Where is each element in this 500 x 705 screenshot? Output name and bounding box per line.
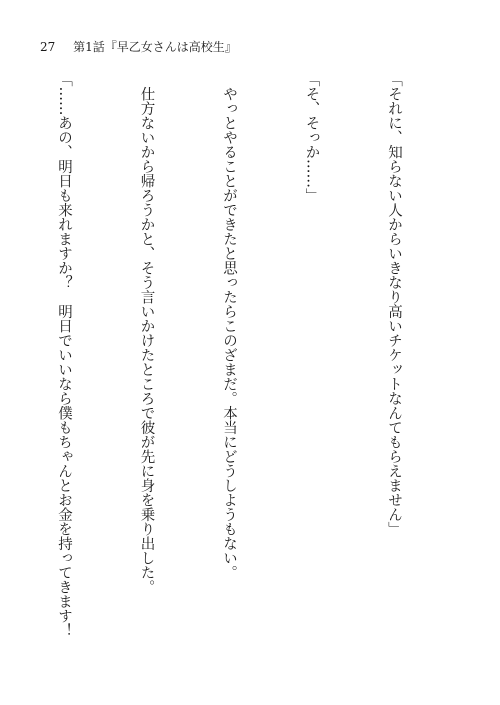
text-line: 「……あの、明日も来れますか？ 明日でいいなら僕もちゃんとお金を持ってきます！ [56, 72, 72, 638]
vertical-body-text [32, 72, 462, 672]
text-line: 「そ、そっか……」 [303, 72, 320, 203]
text-line: 仕方ないから帰ろうかと、そう言いかけたところで彼が先に身を乗り出した。 [138, 72, 155, 594]
page-number: 27 [40, 40, 56, 54]
text-line: やっとやることができたと思ったらこのざまだ。本当にどうしようもない。 [221, 72, 237, 580]
chapter-title: 第1話『早乙女さんは高校生』 [73, 40, 237, 54]
running-header [40, 40, 237, 54]
text-line: 「それに、知らない人からいきなり高いチケットなんてもらえません」 [386, 72, 402, 536]
